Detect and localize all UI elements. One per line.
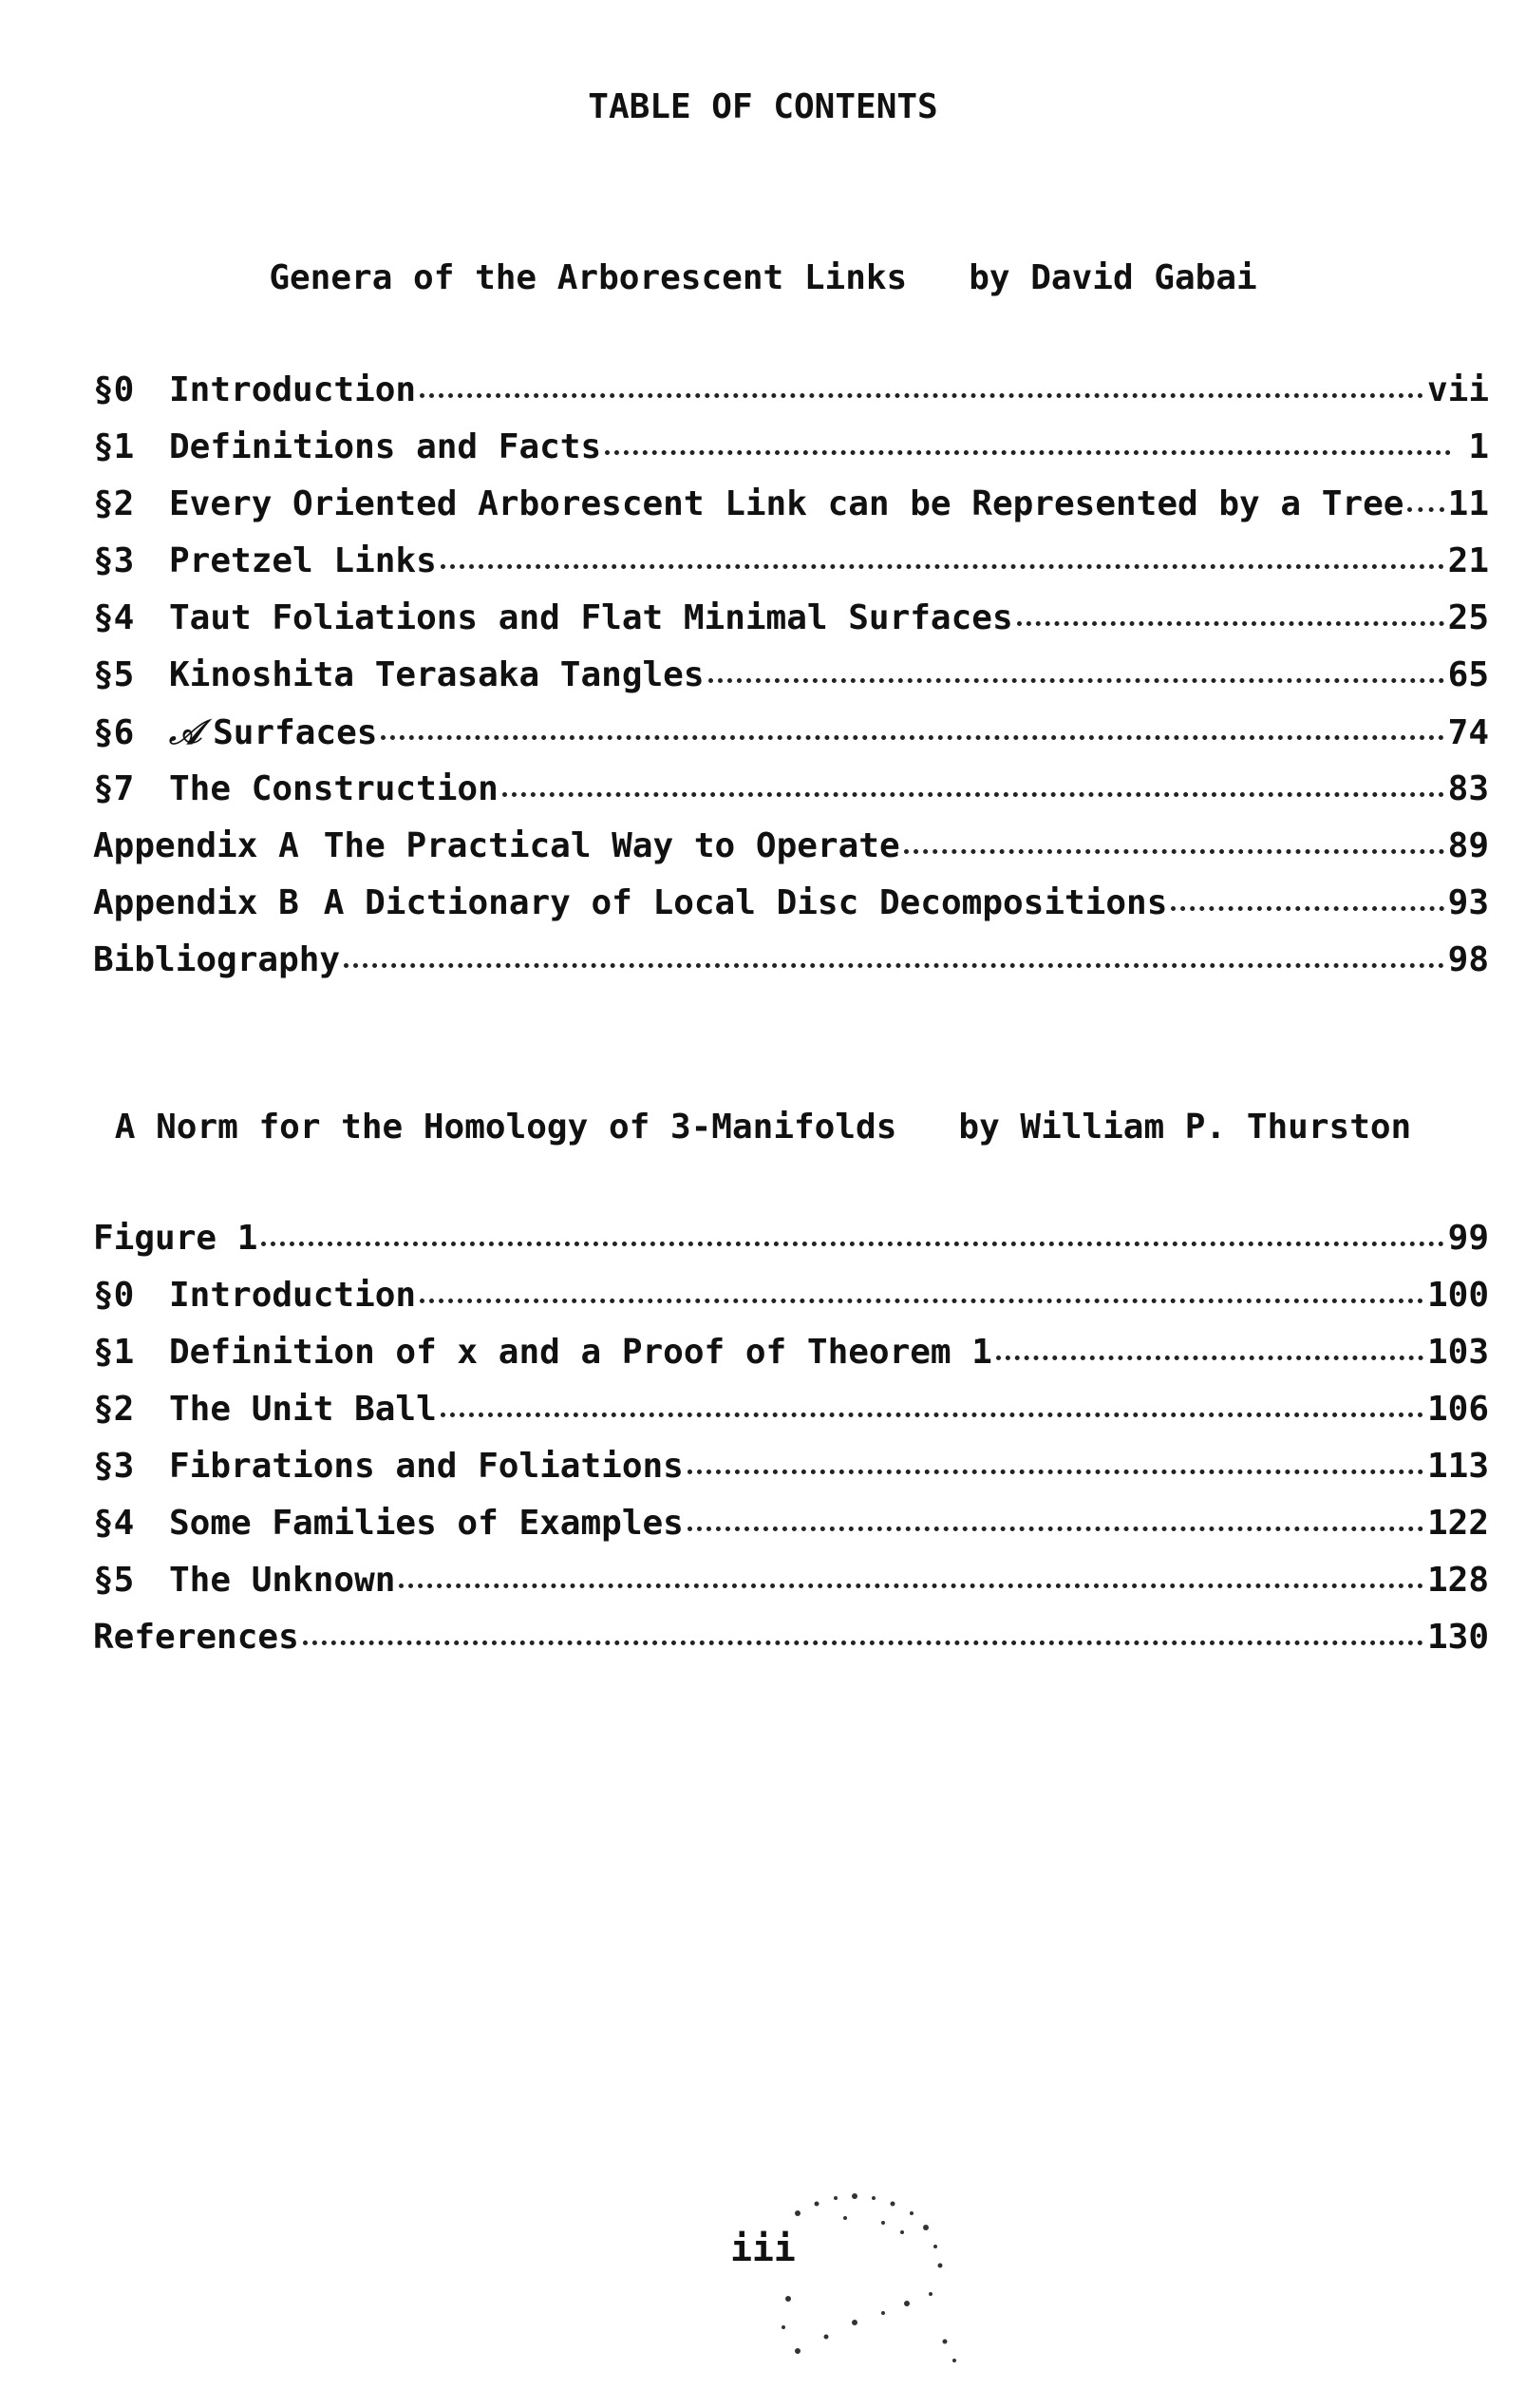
dot-leader: [441, 564, 1444, 569]
toc-entry-title: Definition of x and a Proof of Theorem 1: [169, 1333, 992, 1372]
toc-entry: [93, 940, 1489, 997]
toc-section-number: §5: [93, 655, 135, 694]
toc-section-number: §2: [93, 484, 135, 523]
dot-leader: [688, 1469, 1423, 1474]
toc-entry-title: The Construction: [169, 769, 499, 808]
toc-list-gabai: [93, 370, 1489, 997]
toc-page-number: 100: [1426, 1276, 1489, 1315]
toc-entry: [93, 484, 1489, 541]
toc-section-number: §0: [93, 1276, 135, 1315]
toc-page-number: 106: [1426, 1390, 1489, 1429]
toc-section-number: §3: [93, 1447, 135, 1486]
dot-leader: [1017, 621, 1444, 626]
toc-entry: [93, 598, 1489, 655]
toc-page-number: 130: [1426, 1618, 1489, 1657]
page-number: iii: [730, 2228, 796, 2269]
toc-entry-title: Kinoshita Terasaka Tangles: [169, 655, 705, 694]
toc-entry-title: Definitions and Facts: [169, 427, 602, 466]
toc-section-number: §1: [93, 427, 135, 466]
toc-section-number: §4: [93, 598, 135, 637]
toc-section-number: §0: [93, 370, 135, 409]
toc-entry-title: Pretzel Links: [169, 541, 437, 580]
toc-page-number: 103: [1426, 1333, 1489, 1372]
toc-entry-title: Introduction: [169, 1276, 417, 1315]
dot-leader: [1407, 507, 1443, 512]
toc-page-number: 122: [1426, 1504, 1489, 1543]
toc-entry-title: Some Families of Examples: [169, 1504, 684, 1543]
toc-section-number: §5: [93, 1561, 135, 1600]
dot-leader: [605, 450, 1451, 455]
toc-entry: [93, 1504, 1489, 1561]
toc-entry-title: Taut Foliations and Flat Minimal Surfaces: [169, 598, 1013, 637]
toc-entry: [93, 1276, 1489, 1333]
toc-page-number: 74: [1447, 713, 1489, 752]
toc-entry-title: Figure 1: [93, 1219, 258, 1258]
toc-section-number: §4: [93, 1504, 135, 1543]
toc-entry: [93, 541, 1489, 598]
dot-leader: [261, 1242, 1443, 1246]
toc-entry: [93, 712, 1489, 769]
dot-leader: [420, 1299, 1423, 1303]
toc-entry: [93, 370, 1489, 427]
dot-leader: [996, 1356, 1423, 1360]
toc-entry-title: The Practical Way to Operate: [323, 826, 900, 865]
toc-page-number: 25: [1447, 598, 1489, 637]
dot-leader: [708, 678, 1444, 683]
toc-entry-title: The Unit Ball: [169, 1390, 437, 1429]
page-title: TABLE OF CONTENTS: [588, 87, 938, 126]
toc-page-number: 113: [1426, 1447, 1489, 1486]
toc-section-number: §1: [93, 1333, 135, 1372]
toc-entry: [93, 1447, 1489, 1504]
toc-entry: [93, 826, 1489, 883]
toc-section-number: §7: [93, 769, 135, 808]
toc-entry-title: References: [93, 1618, 299, 1657]
dot-leader: [344, 963, 1444, 968]
toc-entry-title: Bibliography: [93, 940, 341, 979]
toc-page-number: 11: [1447, 484, 1489, 523]
toc-list-thurston: [93, 1219, 1489, 1675]
dot-leader: [399, 1583, 1423, 1588]
toc-entry-title: Fibrations and Foliations: [169, 1447, 684, 1486]
toc-section-number: §2: [93, 1390, 135, 1429]
toc-page-number: 65: [1447, 655, 1489, 694]
dot-leader: [688, 1526, 1423, 1531]
dot-leader: [1171, 906, 1443, 911]
toc-entry: [93, 1618, 1489, 1675]
script-a-symbol: 𝒜: [169, 712, 202, 752]
toc-page-number: 93: [1447, 883, 1489, 922]
toc-entry: [93, 1333, 1489, 1390]
toc-page-number: 128: [1426, 1561, 1489, 1600]
toc-entry-title: A Dictionary of Local Disc Decompositions: [323, 883, 1168, 922]
dot-leader: [420, 393, 1423, 398]
toc-entry: [93, 883, 1489, 940]
toc-page-number: 89: [1447, 826, 1489, 865]
toc-section-number: Appendix A: [93, 826, 299, 865]
toc-entry: [93, 427, 1489, 484]
library-stamp: [741, 2175, 1026, 2394]
dot-leader: [441, 1413, 1423, 1417]
section-heading-thurston: A Norm for the Homology of 3-Manifolds by William P. Thurston: [114, 1108, 1412, 1147]
toc-entry-title: Surfaces: [213, 713, 378, 752]
toc-section-number: §3: [93, 541, 135, 580]
toc-entry-title: The Unknown: [169, 1561, 396, 1600]
toc-page-number: 98: [1447, 940, 1489, 979]
toc-section-number: §6: [93, 713, 135, 752]
toc-entry: [93, 1390, 1489, 1447]
dot-leader: [303, 1640, 1423, 1645]
toc-entry-title: Every Oriented Arborescent Link can be Represented by a Tree: [169, 484, 1404, 523]
toc-page-number: vii: [1426, 370, 1489, 409]
dot-leader: [381, 735, 1443, 740]
toc-section-number: Appendix B: [93, 883, 299, 922]
toc-entry: [93, 1561, 1489, 1618]
toc-entry: [93, 769, 1489, 826]
toc-entry: [93, 655, 1489, 712]
toc-page-number: 1: [1468, 427, 1489, 466]
toc-page-number: 99: [1447, 1219, 1489, 1258]
toc-entry-title: Introduction: [169, 370, 417, 409]
dot-leader: [502, 792, 1444, 797]
section-heading-gabai: Genera of the Arborescent Links by David Gabai: [269, 258, 1257, 297]
dot-leader: [904, 849, 1444, 854]
toc-page-number: 83: [1447, 769, 1489, 808]
toc-entry: [93, 1219, 1489, 1276]
toc-page-number: 21: [1447, 541, 1489, 580]
